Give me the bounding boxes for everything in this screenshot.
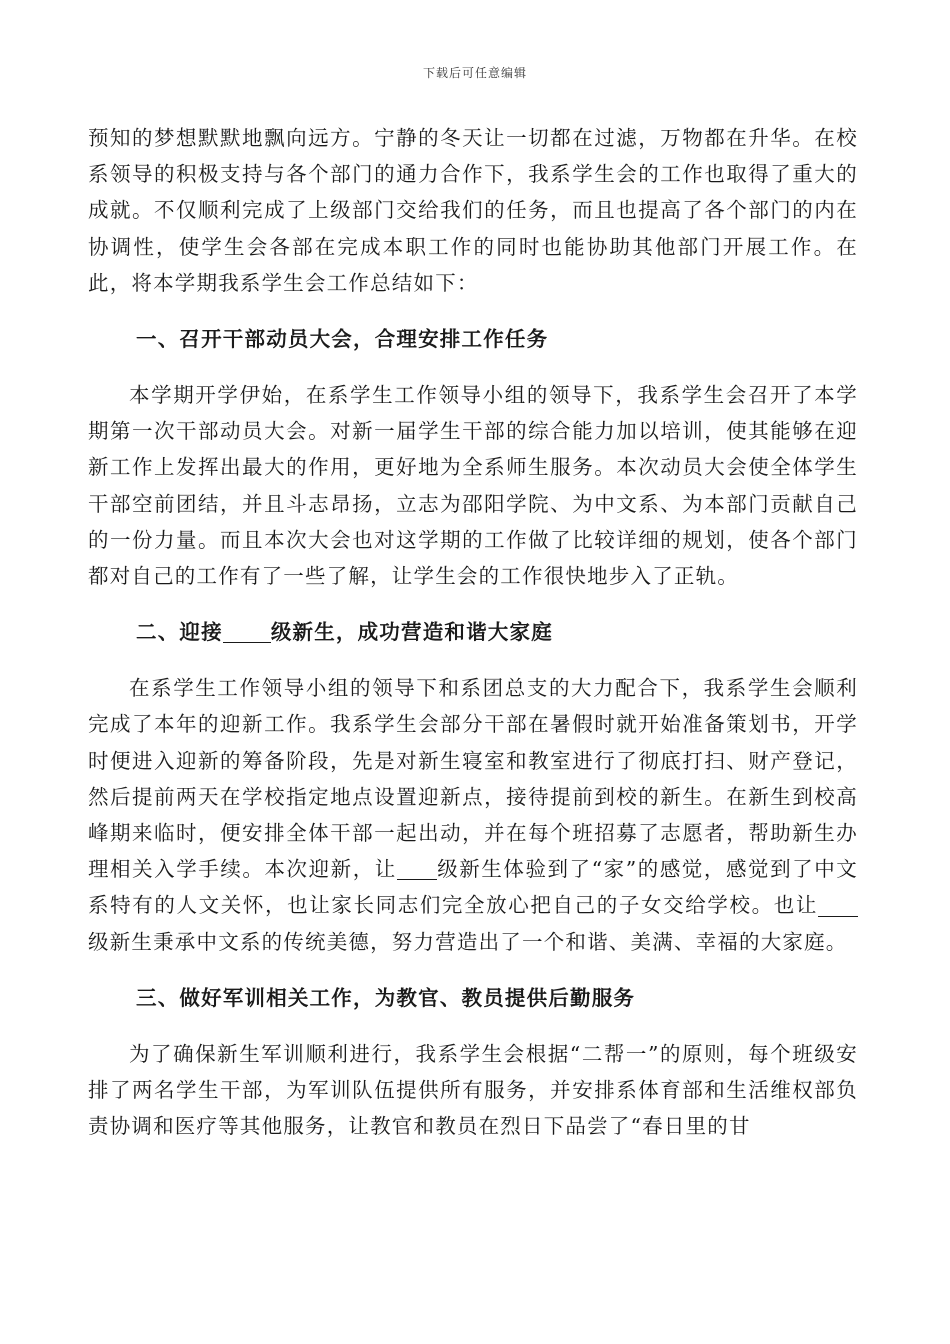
- fill-in-blank: [223, 620, 271, 644]
- fill-in-blank: [818, 893, 858, 917]
- section-2-heading: [88, 614, 858, 650]
- section-3-body: 为了确保新生军训顺利进行，我系学生会根据“二帮一”的原则，每个班级安排了两名学生干部，为军训队伍提供所有服务，并安排系体育部和生活维权部负责协调和医疗等其他服务，让教官和教员在烈日下品尝了“春日里的甘: [88, 1041, 858, 1139]
- page-header: 下载后可任意编辑: [422, 66, 527, 80]
- section-2-body-part-1: 在系学生工作领导小组的领导下和系团总支的大力配合下，我系学生会顺利完成了本年的迎新工作。我系学生会部分干部在暑假时就开始准备策划书，开学时便进入迎新的筹备阶段，先是对新生寝室和教室进行了彻底打扫、财产登记，然后提前两天在学校指定地点设置迎新点，接待提前到校的新生。在新生到校高峰期来临时，便安排全体干部一起出动，并在每个班招募了志愿者，帮助新生办理相关入学手续。本次迎新，让: [88, 676, 858, 882]
- section-1-body: 本学期开学伊始，在系学生工作领导小组的领导下，我系学生会召开了本学期第一次干部动员大会。对新一届学生干部的综合能力加以培训，使其能够在迎新工作上发挥出最大的作用，更好地为全系师生服务。本次动员大会使全体学生干部空前团结，并且斗志昂扬，立志为邵阳学院、为中文系、为本部门贡献自己的一份力量。而且本次大会也对这学期的工作做了比较详细的规划，使各个部门都对自己的工作有了一些了解，让学生会的工作很快地步入了正轨。: [88, 383, 858, 589]
- section-1-heading: 一、召开干部动员大会，合理安排工作任务: [136, 327, 549, 352]
- section-2-body: [88, 670, 858, 960]
- section-2-heading-post: 级新生，成功营造和谐大家庭: [270, 620, 553, 645]
- fill-in-blank: [397, 857, 437, 881]
- section-3-heading: 三、做好军训相关工作，为教官、教员提供后勤服务: [136, 985, 636, 1010]
- section-2-body-part-3: 级新生秉承中文系的传统美德，努力营造出了一个和谐、美满、幸福的大家庭。: [88, 929, 848, 954]
- section-2-heading-pre: 二、迎接: [136, 620, 223, 645]
- section-2-body-part-2: 级新生体验到了“家”的感觉，感觉到了中文系特有的人文关怀，也让家长同志们完全放心把自己的子女交给学校。也让: [88, 857, 858, 918]
- intro-paragraph: 预知的梦想默默地飘向远方。宁静的冬天让一切都在过滤，万物都在升华。在校系领导的积极支持与各个部门的通力合作下，我系学生会的工作也取得了重大的成就。不仅顺利完成了上级部门交给我们的任务，而且也提高了各个部门的内在协调性，使学生会各部在完成本职工作的同时也能协助其他部门开展工作。在此，将本学期我系学生会工作总结如下：: [88, 126, 858, 295]
- document-body: [88, 120, 858, 1144]
